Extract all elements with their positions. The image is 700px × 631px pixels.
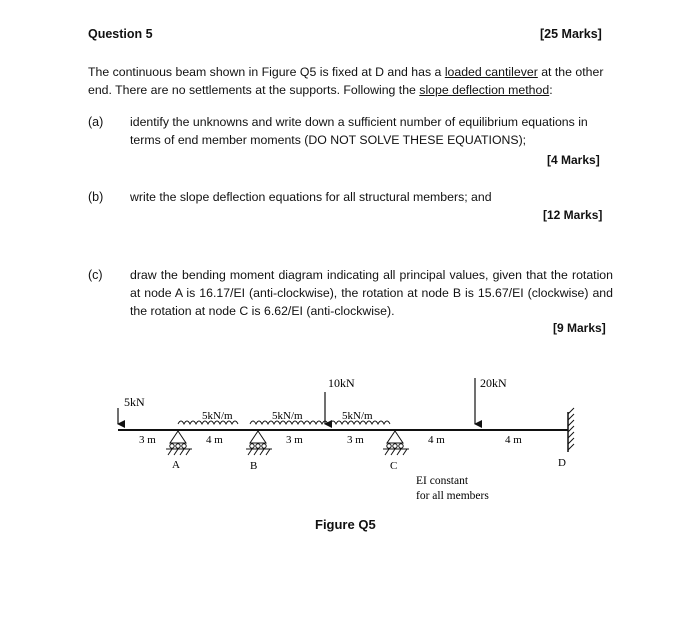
part-b-text: write the slope deflection equations for all structural members; and (130, 190, 492, 204)
support-a (166, 431, 192, 455)
support-c (383, 431, 409, 455)
part-a-text: identify the unknowns and write down a sufficient number of equilibrium equations in terms of end member moments (DO NOT SOLVE THESE EQUATIONS); (130, 115, 588, 147)
udl-1-label: 5kN/m (202, 410, 233, 422)
part-b-marks: [12 Marks] (543, 208, 603, 222)
node-d-label: D (558, 457, 566, 469)
support-b (246, 431, 272, 455)
figure-caption: Figure Q5 (315, 517, 376, 532)
part-a-label: (a) (88, 115, 104, 129)
span-3-label: 3 m (286, 434, 303, 446)
span-6-label: 4 m (505, 434, 522, 446)
load-10kn-label: 10kN (328, 376, 355, 390)
loaded-cantilever-text: loaded cantilever (444, 65, 538, 79)
slope-deflection-text: slope deflection method (419, 83, 550, 97)
ei-note-1: EI constant (416, 475, 469, 487)
span-1-label: 3 m (139, 434, 156, 446)
udl-2-label: 5kN/m (272, 410, 303, 422)
span-4-label: 3 m (347, 434, 364, 446)
part-a-marks: [4 Marks] (547, 153, 600, 167)
udl-3-label: 5kN/m (342, 410, 373, 422)
load-5kn-label: 5kN (124, 395, 145, 409)
intro-paragraph: The continuous beam shown in Figure Q5 is fixed at D and has a loaded cantilever at the other end. There are no settlements at the supports. Following the slope deflection method: (88, 65, 604, 97)
part-c-text: draw the bending moment diagram indicating all principal values, given that the rotation at node A is 16.17/EI (anti-clockwise), the rotation at node B is 15.67/EI (clockwise) and the rotation at node C is 6.62/EI (anti-clockwise). (130, 268, 613, 318)
ei-note-2: for all members (416, 490, 489, 502)
support-d-fixed (568, 408, 574, 452)
node-a-label: A (172, 459, 180, 471)
part-b-label: (b) (88, 190, 104, 204)
node-c-label: C (390, 460, 398, 472)
span-2-label: 4 m (206, 434, 223, 446)
question-title: Question 5 (88, 27, 153, 41)
total-marks: [25 Marks] (540, 27, 602, 41)
part-c-marks: [9 Marks] (553, 321, 606, 335)
span-5-label: 4 m (428, 434, 445, 446)
load-20kn-label: 20kN (480, 376, 507, 390)
node-b-label: B (250, 460, 258, 472)
part-c-label: (c) (88, 268, 103, 282)
